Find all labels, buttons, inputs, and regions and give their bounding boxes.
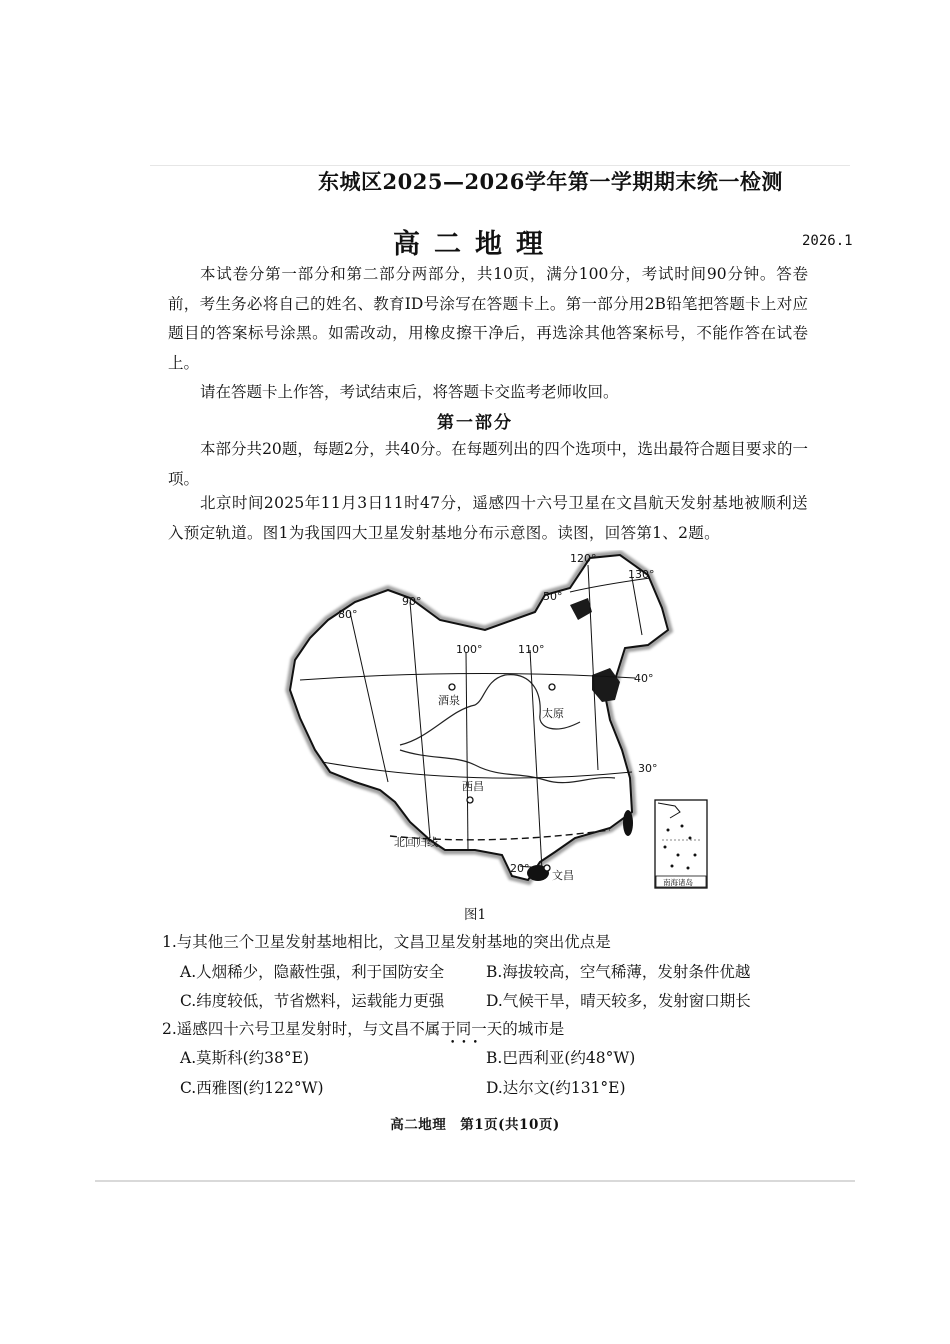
- subject-title: 高二地理: [393, 229, 557, 260]
- emphasis-dots: •••: [450, 1038, 484, 1048]
- figure-caption: 图1: [463, 907, 487, 923]
- city-label-wenchang: 文昌: [552, 869, 574, 882]
- city-label-jiuquan: 酒泉: [438, 694, 460, 707]
- instructions-submit-note: 请在答题卡上作答，考试结束后，将答题卡交监考老师收回。: [200, 383, 619, 401]
- page-footer: 高二地理 第1页(共10页): [390, 1117, 560, 1133]
- wenchang-marker: [544, 865, 550, 871]
- taiwan-island: [623, 810, 633, 836]
- lon-label-110: 110°: [518, 643, 545, 656]
- exam-title: 东城区2025—2026学年第一学期期末统一检测: [318, 169, 783, 194]
- part1-title: 第一部分: [437, 413, 513, 433]
- question-context: 北京时间2025年11月3日11时47分，遥感四十六号卫星在文昌航天发射基地被顺利送入预定轨道。图1为我国四大卫星发射基地分布示意图。读图，回答第1、2题。: [168, 494, 808, 542]
- question-1-option-d: D.气候干旱，晴天较多，发射窗口期长: [486, 992, 751, 1010]
- exam-date: 2026.1: [802, 233, 853, 249]
- xichang-marker: [467, 797, 473, 803]
- lat-label-30: 30°: [638, 762, 658, 775]
- china-launch-sites-map: [270, 550, 720, 895]
- inset-label: 南海诸岛: [663, 878, 693, 887]
- lat-label-40: 40°: [634, 672, 654, 685]
- question-2-option-c: C.西雅图(约122°W): [180, 1079, 324, 1097]
- lat-label-50: 50°: [543, 590, 563, 603]
- city-label-taiyuan: 太原: [542, 707, 564, 720]
- question-2-option-a: A.莫斯科(约38°E): [180, 1049, 310, 1067]
- city-label-xichang: 西昌: [462, 780, 484, 793]
- lon-label-130: 130°: [628, 568, 655, 581]
- lon-label-100: 100°: [456, 643, 483, 656]
- south-china-sea-inset: [655, 800, 707, 888]
- map-svg: [270, 550, 720, 895]
- tropic-label: 北回归线: [394, 836, 438, 849]
- instructions-paragraph: 本试卷分第一部分和第二部分两部分，共10页，满分100分，考试时间90分钟。答卷前，考生务必将自己的姓名、教育ID号涂写在答题卡上。第一部分用2B铅笔把答题卡上对应题目的答案标号涂黑。如需改动，用橡皮擦干净后，再选涂其他答案标号，不能作答在试卷上。: [168, 265, 808, 372]
- question-1-option-c: C.纬度较低，节省燃料，运载能力更强: [180, 992, 445, 1010]
- question-1-option-a: A.人烟稀少，隐蔽性强，利于国防安全: [180, 963, 445, 981]
- scan-edge-bottom: [95, 1180, 855, 1182]
- lon-label-90: 90°: [402, 595, 422, 608]
- question-1-option-b: B.海拔较高，空气稀薄，发射条件优越: [486, 963, 751, 981]
- question-1-stem: 1.与其他三个卫星发射基地相比，文昌卫星发射基地的突出优点是: [162, 933, 611, 951]
- lon-label-120: 120°: [570, 552, 597, 565]
- question-2-option-d: D.达尔文(约131°E): [486, 1079, 626, 1097]
- question-2-option-b: B.巴西利亚(约48°W): [486, 1049, 636, 1067]
- taiyuan-marker: [549, 684, 555, 690]
- part1-intro: 本部分共20题，每题2分，共40分。在每题列出的四个选项中，选出最符合题目要求的一项。: [168, 440, 808, 488]
- jiuquan-marker: [449, 684, 455, 690]
- lat-label-20: 20°: [510, 862, 530, 875]
- lon-label-80: 80°: [338, 608, 358, 621]
- question-2-stem: 2.遥感四十六号卫星发射时，与文昌不属于同一天的城市是: [162, 1020, 565, 1038]
